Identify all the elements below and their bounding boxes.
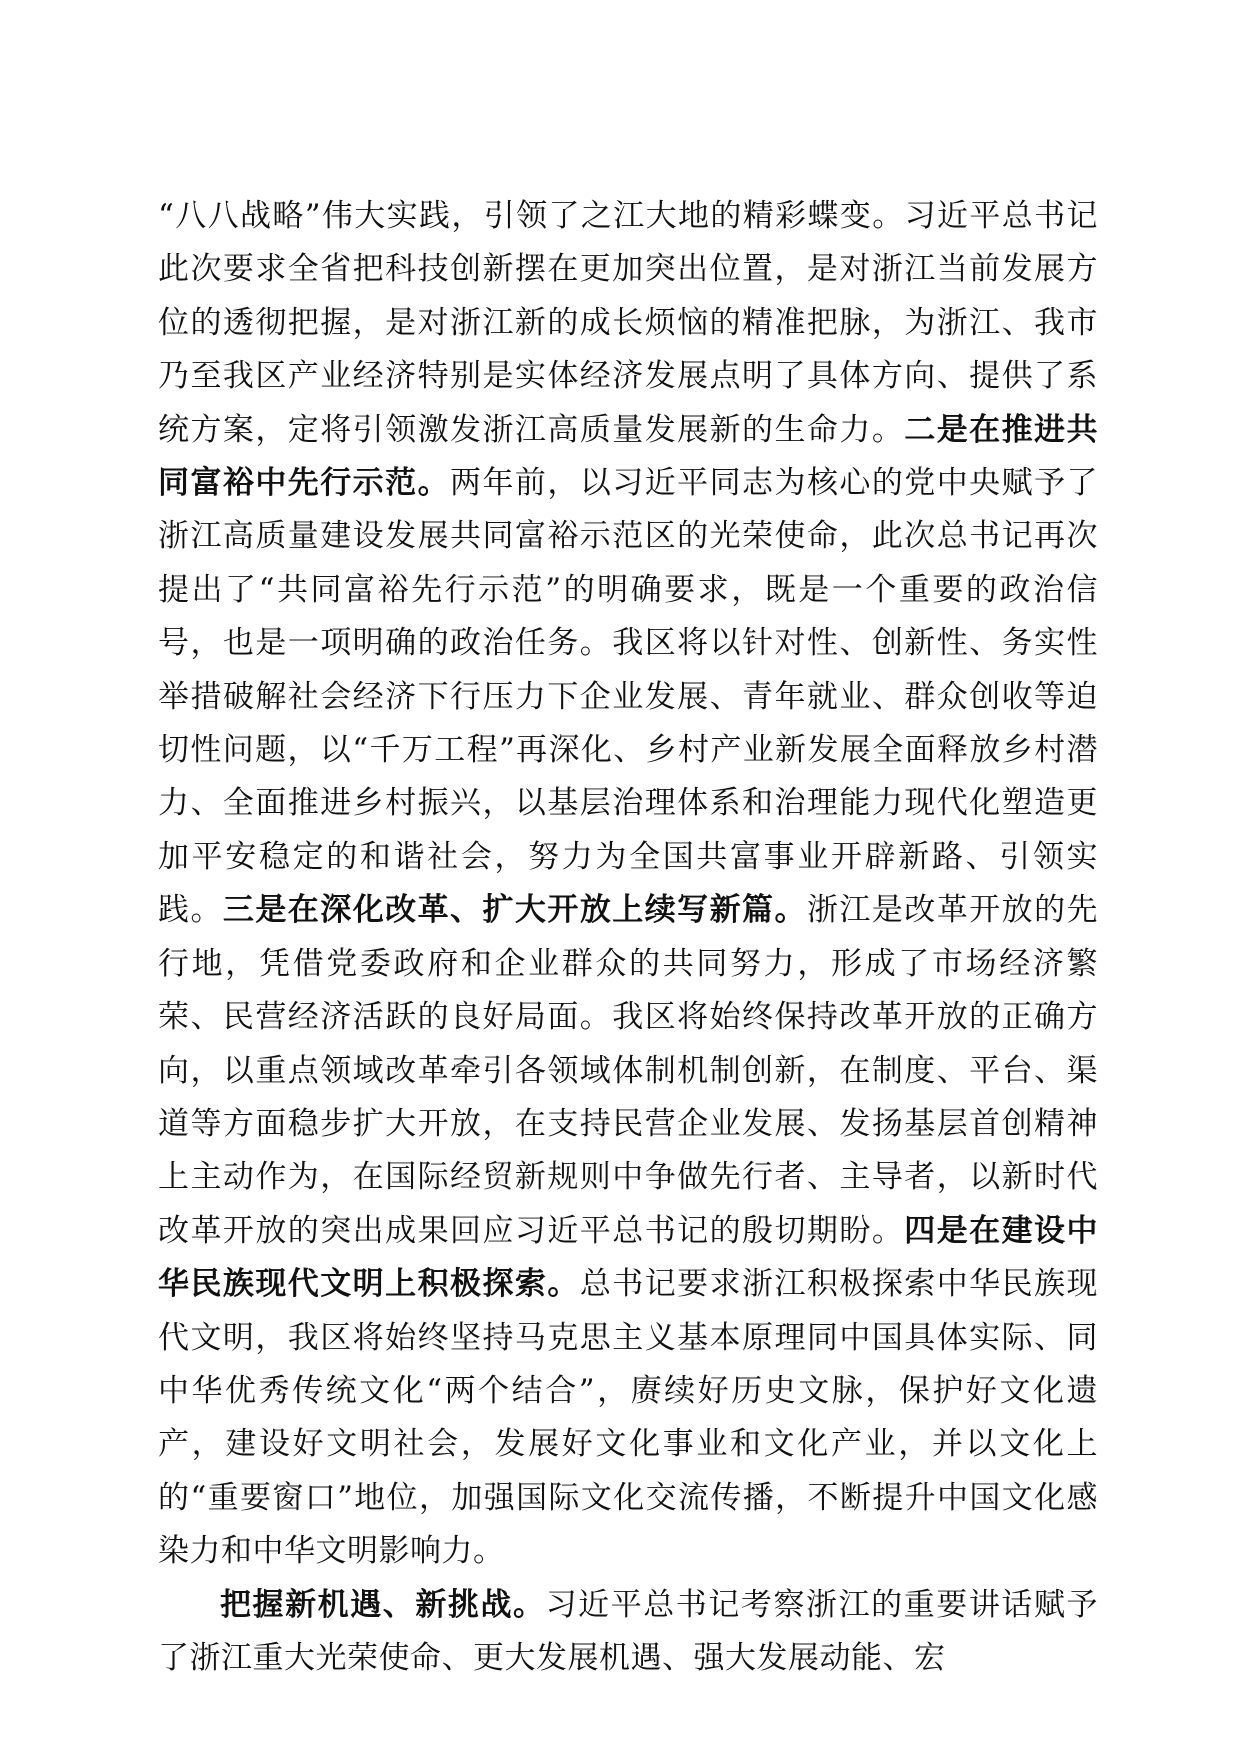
paragraph-text: “八八战略”伟大实践，引领了之江大地的精彩蝶变。习近平总书记此次要求全省把科技创新摆在更加突出位置，是对浙江当前发展方位的透彻把握，是对浙江新的成长烦恼的精准把脉，为浙江、我市乃至我区产业经济特别是实体经济发展点明了具体方向、提供了系统方案，定将引领激发浙江高质量发展新的生命力。: [158, 198, 1098, 448]
bold-heading-point-two: 二是在推进共同富裕中先行示范。: [158, 411, 1098, 502]
document-page: [158, 190, 1098, 1685]
bold-section-heading: 把握新机遇、新挑战。: [220, 1586, 546, 1623]
bold-heading-point-three: 三是在深化改革、扩大开放上续写新篇。: [222, 892, 807, 929]
paragraph-text: 浙江是改革开放的先行地，凭借党委政府和企业群众的共同努力，形成了市场经济繁荣、民营经济活跃的良好局面。我区将始终保持改革开放的正确方向，以重点领域改革牵引各领域体制机制创新，在制度、平台、渠道等方面稳步扩大开放，在支持民营企业发展、发扬基层首创精神上主动作为，在国际经贸新规则中争做先行者、主导者，以新时代改革开放的突出成果回应习近平总书记的殷切期盼。: [158, 892, 1099, 1249]
paragraph-text: 习近平总书记考察浙江的重要讲话赋予了浙江重大光荣使命、更大发展机遇、强大发展动能、宏: [158, 1586, 1098, 1676]
bold-heading-point-four: 四是在建设中华民族现代文明上积极探索。: [158, 1212, 1098, 1303]
body-paragraph: [158, 1579, 1098, 1686]
body-paragraph: [158, 190, 1098, 1579]
paragraph-text: 两年前，以习近平同志为核心的党中央赋予了浙江高质量建设发展共同富裕示范区的光荣使命，此次总书记再次提出了“共同富裕先行示范”的明确要求，既是一个重要的政治信号，也是一项明确的政治任务。我区将以针对性、创新性、务实性举措破解社会经济下行压力下企业发展、青年就业、群众创收等迫切性问题，以“千万工程”再深化、乡村产业新发展全面释放乡村潜力、全面推进乡村振兴，以基层治理体系和治理能力现代化塑造更加平安稳定的和谐社会，努力为全国共富事业开辟新路、引领实践。: [158, 465, 1099, 929]
paragraph-text: 总书记要求浙江积极探索中华民族现代文明，我区将始终坚持马克思主义基本原理同中国具体实际、同中华优秀传统文化“两个结合”，赓续好历史文脉，保护好文化遗产，建设好文明社会，发展好文化事业和文化产业，并以文化上的“重要窗口”地位，加强国际文化交流传播，不断提升中国文化感染力和中华文明影响力。: [158, 1266, 1099, 1570]
